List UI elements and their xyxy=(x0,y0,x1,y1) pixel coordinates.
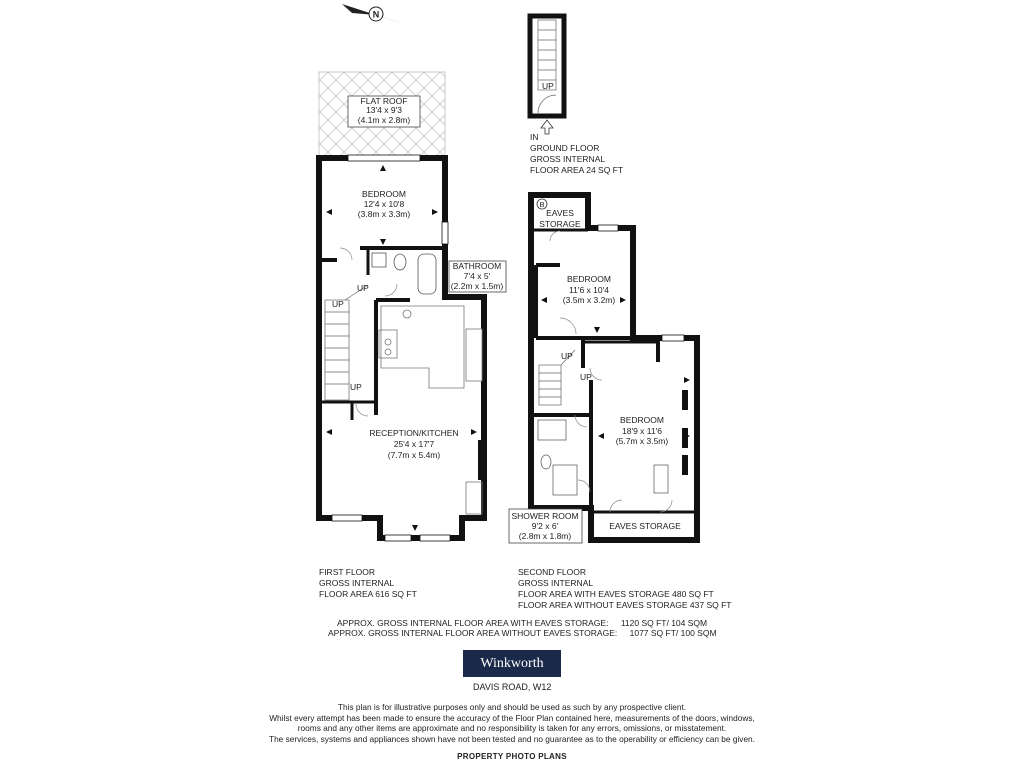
up-label: UP xyxy=(561,351,573,361)
disclaimer-line: This plan is for illustrative purposes only and should be used as such by any prospective client. xyxy=(337,702,687,712)
area-line: FLOOR AREA WITHOUT EAVES STORAGE 437 SQ FT xyxy=(518,600,732,610)
eaves-top-label: STORAGE xyxy=(539,219,581,229)
area-line: GROSS INTERNAL xyxy=(530,154,606,164)
second-floor-outer-wall xyxy=(531,195,697,540)
bedroom-large-name: BEDROOM xyxy=(620,415,664,425)
area-line: GROSS INTERNAL xyxy=(319,578,395,588)
agent-logo: Winkworth xyxy=(463,650,561,677)
shower-metric: (2.8m x 1.8m) xyxy=(518,531,572,541)
ground-floor-plan xyxy=(530,16,564,134)
disclaimer-line: The services, systems and appliances shown have not been tested and no guarantee as to the operability or efficiency can be given. xyxy=(269,733,755,744)
credit-logo: PROPERTY PHOTO PLANS xyxy=(457,752,567,761)
area-line: GROUND FLOOR xyxy=(530,143,600,153)
bedroom-large-imperial: 18'9 x 11'6 xyxy=(622,426,662,436)
total-value: 1077 SQ FT/ 100 SQM xyxy=(629,628,717,638)
area-line: SECOND FLOOR xyxy=(518,567,587,577)
reception-imperial: 25'4 x 17'7 xyxy=(393,439,435,449)
compass-icon xyxy=(342,4,410,26)
bedroom-small-name: BEDROOM xyxy=(567,274,611,284)
eaves-bottom-label: EAVES STORAGE xyxy=(609,521,681,531)
bedroom-small-imperial: 11'6 x 10'4 xyxy=(569,285,609,295)
kitchen-units xyxy=(379,306,482,388)
in-label: IN xyxy=(530,132,539,142)
total-without-eaves xyxy=(328,628,717,639)
flat-roof-imperial: 13'4 x 9'3 xyxy=(366,105,402,115)
total-label: APPROX. GROSS INTERNAL FLOOR AREA WITHOUT EAVES STORAGE: xyxy=(328,628,618,638)
bathroom-metric: (2.2m x 1.5m) xyxy=(450,281,504,291)
bedroom-imperial: 12'4 x 10'8 xyxy=(363,199,405,209)
eaves-top-label: EAVES xyxy=(546,208,574,218)
reception-metric: (7.7m x 5.4m) xyxy=(387,450,441,460)
shower-name: SHOWER ROOM xyxy=(511,511,579,521)
second-floor-plan xyxy=(509,195,697,543)
bedroom-small-metric: (3.5m x 3.2m) xyxy=(562,295,616,305)
bedroom-metric: (3.8m x 3.3m) xyxy=(357,209,411,219)
area-line: FIRST FLOOR xyxy=(319,567,376,577)
total-value: 1120 SQ FT/ 104 SQM xyxy=(620,618,708,628)
bedroom-name: BEDROOM xyxy=(362,189,406,199)
reception-name: RECEPTION/KITCHEN xyxy=(369,428,459,438)
disclaimer xyxy=(0,702,1024,744)
flat-roof-name: FLAT ROOF xyxy=(360,96,408,106)
up-label: UP xyxy=(357,283,369,293)
flat-roof-metric: (4.1m x 2.8m) xyxy=(357,115,411,125)
compass-label: N xyxy=(372,9,380,20)
area-line: GROSS INTERNAL xyxy=(518,578,594,588)
bedroom-large-metric: (5.7m x 3.5m) xyxy=(615,436,669,446)
area-line: FLOOR AREA 24 SQ FT xyxy=(530,165,624,175)
disclaimer-line: Whilst every attempt has been made to ensure the accuracy of the Floor Plan contained here, measurements of the doors, windows, xyxy=(269,712,755,723)
first-floor-area xyxy=(319,567,417,600)
bathroom-imperial: 7'4 x 5' xyxy=(463,271,491,281)
ground-floor-area xyxy=(530,132,623,176)
up-label: UP xyxy=(580,372,592,382)
area-line: FLOOR AREA 616 SQ FT xyxy=(319,589,417,599)
address: DAVIS ROAD, W12 xyxy=(473,682,552,692)
total-label: APPROX. GROSS INTERNAL FLOOR AREA WITH EAVES STORAGE: xyxy=(337,618,609,628)
boiler-label: B xyxy=(539,200,545,209)
bathroom-fixtures xyxy=(372,253,436,294)
up-label: UP xyxy=(542,81,554,91)
second-floor-area xyxy=(518,567,732,611)
up-label: UP xyxy=(350,382,362,392)
disclaimer-line: rooms and any other items are approximate and no responsibility is taken for any errors, omissions, or misstatement. xyxy=(297,723,727,733)
area-line: FLOOR AREA WITH EAVES STORAGE 480 SQ FT xyxy=(518,589,714,599)
up-label: UP xyxy=(332,299,344,309)
bathroom-name: BATHROOM xyxy=(452,261,502,271)
first-floor-plan xyxy=(319,72,506,541)
shower-imperial: 9'2 x 6' xyxy=(531,521,559,531)
